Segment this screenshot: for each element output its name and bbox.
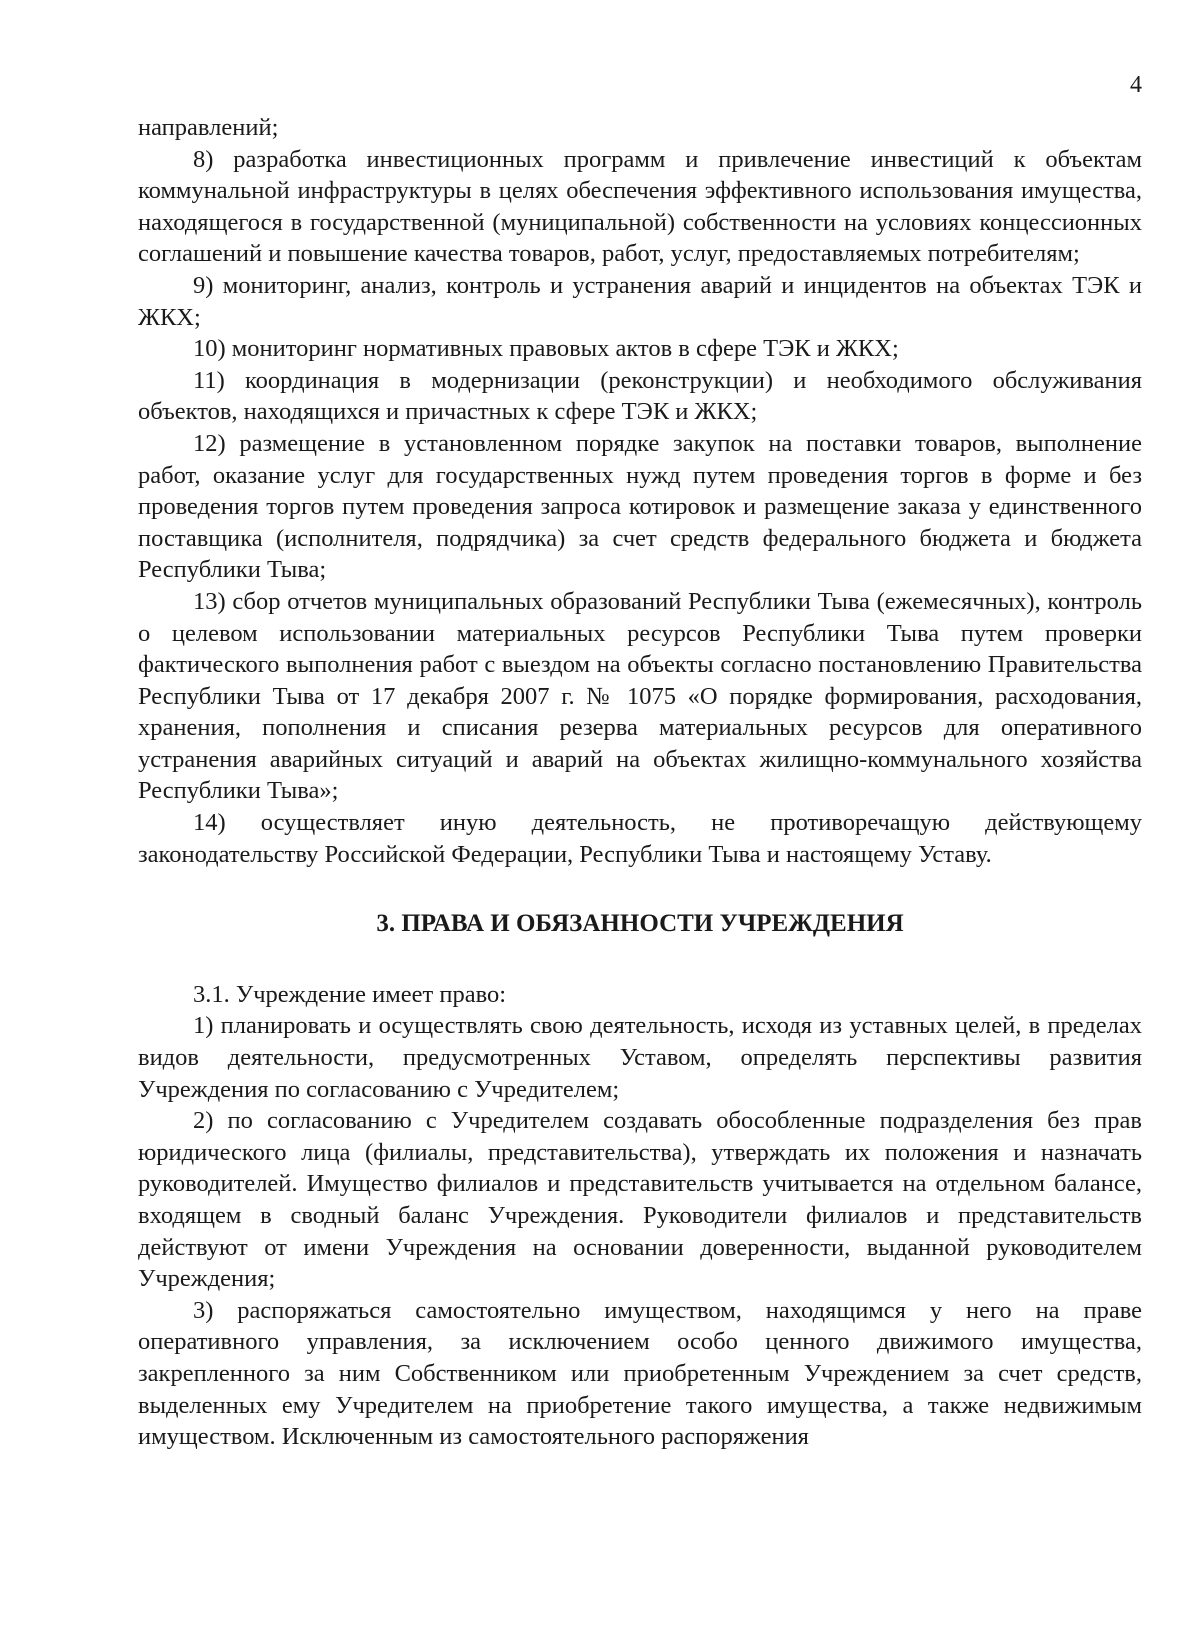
paragraph: 8) разработка инвестиционных программ и привлечение инвестиций к объектам коммунальной инфраструктуры в целях обеспечения эффективного использования имущества, находящегося в государственной (муниципальной) собственности на условиях концессионных соглашений и повышение качества товаров, работ, услуг, предоставляемых потребителям;	[138, 145, 1142, 268]
paragraph: 14) осуществляет иную деятельность, не противоречащую действующему законодательству Российской Федерации, Республики Тыва и настоящему Уставу.	[138, 809, 1142, 868]
paragraph: 2) по согласованию с Учредителем создавать обособленные подразделения без прав юридического лица (филиалы, представительства), утверждать их положения и назначать руководителей. Имущество филиалов и представительств учитывается на отдельном балансе, входящем в сводный баланс Учреждения. Руководители филиалов и представительств действуют от имени Учреждения на основании доверенности, выданной руководителем Учреждения;	[138, 1107, 1142, 1293]
paragraph: 3.1. Учреждение имеет право:	[193, 980, 507, 1008]
paragraph: 13) сбор отчетов муниципальных образований Республики Тыва (ежемесячных), контроль о целевом использовании материальных ресурсов Республики Тыва путем проверки фактического выполнения работ с выездом на объекты согласно постановлению Правительства Республики Тыва от 17 декабря 2007 г. № 1075 «О порядке формирования, расходования, хранения, пополнения и списания резерва материальных ресурсов для оперативного устранения аварийных ситуаций и аварий на объектах жилищно-коммунального хозяйства Республики Тыва»;	[138, 587, 1142, 805]
paragraph: направлений;	[138, 114, 279, 141]
paragraph: 9) мониторинг, анализ, контроль и устранения аварий и инцидентов на объектах ТЭК и ЖКХ;	[138, 271, 1142, 331]
paragraph: 11) координация в модернизации (реконструкции) и необходимого обслуживания объектов, находящихся и причастных к сфере ТЭК и ЖКХ;	[138, 366, 1142, 426]
paragraph: 12) размещение в установленном порядке закупок на поставки товаров, выполнение работ, оказание услуг для государственных нужд путем проведения торгов в форме и без проведения торгов путем проведения запроса котировок и размещение заказа у единственного поставщика (исполнителя, подрядчика) за счет средств федерального бюджета и бюджета Республики Тыва;	[138, 429, 1142, 584]
paragraph: 10) мониторинг нормативных правовых актов в сфере ТЭК и ЖКХ;	[193, 335, 899, 363]
document-body	[138, 112, 1142, 1453]
page-number: 4	[1130, 72, 1142, 98]
paragraph: 3) распоряжаться самостоятельно имуществом, находящимся у него на праве оперативного управления, за исключением особо ценного движимого имущества, закрепленного за ним Собственником или приобретенным Учреждением за счет средств, выделенных ему Учредителем на приобретение такого имущества, а также недвижимым имуществом. Исключенным из самостоятельного распоряжения	[138, 1296, 1142, 1451]
section-heading: 3. ПРАВА И ОБЯЗАННОСТИ УЧРЕЖДЕНИЯ	[376, 910, 904, 938]
paragraph: 1) планировать и осуществлять свою деятельность, исходя из уставных целей, в пределах видов деятельности, предусмотренных Уставом, определять перспективы развития Учреждения по согласованию с Учредителем;	[138, 1012, 1142, 1103]
